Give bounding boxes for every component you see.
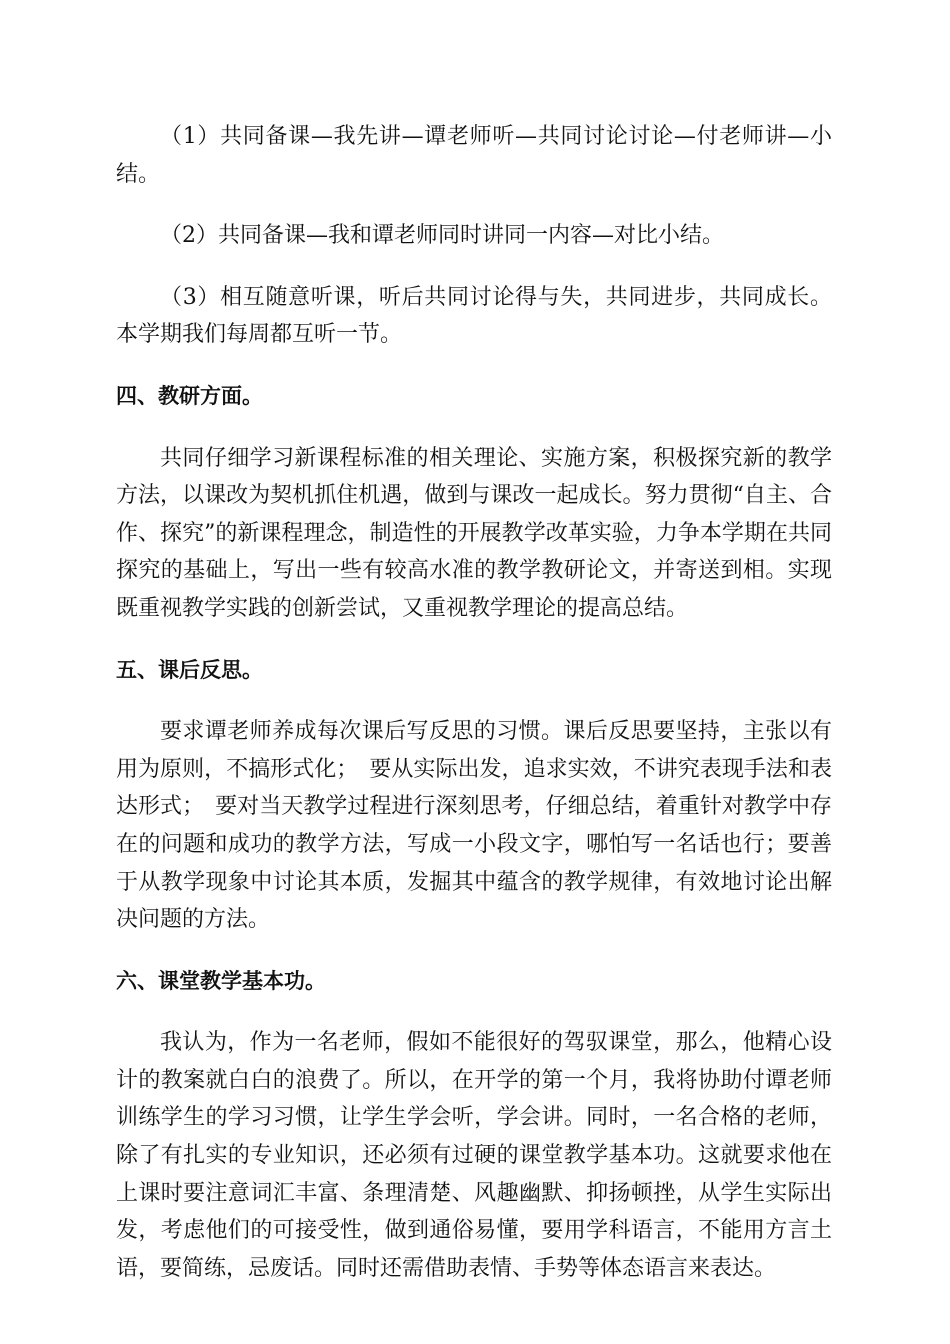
paragraph-basic-skills: 我认为，作为一名老师，假如不能很好的驾驭课堂，那么，他精心设计的教案就白白的浪费了。所以，在开学的第一个月，我将协助付谭老师训练学生的学习习惯，让学生学会听，学会讲。同时，一名合格的老师，除了有扎实的专业知识，还必须有过硬的课堂教学基本功。这就要求他在上课时要注意词汇丰富、条理清楚、风趣幽默、抑扬顿挫，从学生实际出发，考虑他们的可接受性，做到通俗易懂，要用学科语言，不能用方言土语，要简练，忌废话。同时还需借助表情、手势等体态语言来表达。 <box>116 1030 832 1281</box>
paragraph-gap <box>116 939 832 963</box>
paragraph-reflection: 要求谭老师养成每次课后写反思的习惯。课后反思要坚持，主张以有用为原则，不搞形式化； 要从实际出发，追求实效，不讲究表现手法和表达形式； 要对当天教学过程进行深刻思考，仔细总结，着重针对教学中存在的问题和成功的教学方法，写成一小段文字，哪怕写一名话也行；要善于从教学现象中讨论其本质，发掘其中蕴含的教学规律，有效地讨论出解决问题的方法。 <box>116 719 832 933</box>
paragraph-research: 共同仔细学习新课程标准的相关理论、实施方案，积极探究新的教学方法，以课改为契机抓住机遇，做到与课改一起成长。努力贯彻“自主、合作、探究”的新课程理念，制造性的开展教学改革实验，力争本学期在共同探究的基础上，写出一些有较高水准的教学教研论文，并寄送到相。实现既重视教学实践的创新尝试，又重视教学理论的提高总结。 <box>116 445 832 621</box>
document-page <box>116 118 832 1287</box>
paragraph-gap <box>116 1000 832 1024</box>
paragraph-gap <box>116 628 832 652</box>
paragraph-method-2: （2）共同备课—我和谭老师同时讲同一内容—对比小结。 <box>160 223 724 249</box>
paragraph-gap <box>116 193 832 217</box>
paragraph-method-3: （3）相互随意听课，听后共同讨论得与失，共同进步，共同成长。本学期我们每周都互听一节。 <box>116 284 832 348</box>
section-heading-reflection: 五、课后反思。 <box>116 657 263 682</box>
paragraph-gap <box>116 354 832 378</box>
paragraph-gap <box>116 689 832 713</box>
paragraph-gap <box>116 416 832 440</box>
section-heading-research: 四、教研方面。 <box>116 383 263 408</box>
section-heading-basic-skills: 六、课堂教学基本功。 <box>116 968 326 993</box>
paragraph-method-1: （1）共同备课—我先讲—谭老师听—共同讨论讨论—付老师讲—小结。 <box>116 124 832 187</box>
paragraph-gap <box>116 255 832 279</box>
